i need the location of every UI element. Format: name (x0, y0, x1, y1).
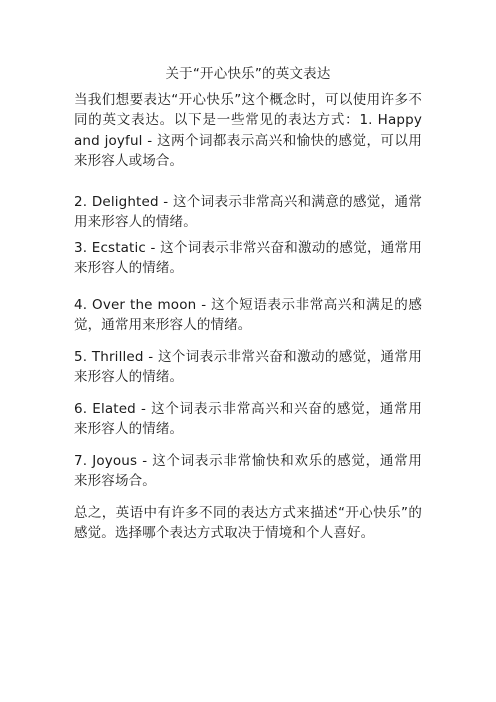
document-title: 关于“开心快乐”的英文表达 (165, 66, 331, 82)
paragraph-joyous: 7. Joyous - 这个词表示非常愉快和欢乐的感觉，通常用来形容场合。 (74, 453, 422, 490)
paragraph-ecstatic: 3. Ecstatic - 这个词表示非常兴奋和激动的感觉，通常用来形容人的情绪。 (74, 240, 422, 277)
intro-paragraph: 当我们想要表达“开心快乐”这个概念时，可以使用许多不同的英文表达。以下是一些常见的表达方式：1. Happy and joyful - 这两个词都表示高兴和愉快的感觉，可以用来形容人或场合。 (74, 92, 422, 170)
paragraph-delighted: 2. Delighted - 这个词表示非常高兴和满意的感觉，通常用来形容人的情绪。 (74, 194, 422, 231)
conclusion-paragraph: 总之，英语中有许多不同的表达方式来描述“开心快乐”的感觉。选择哪个表达方式取决于情境和个人喜好。 (74, 505, 422, 542)
paragraph-over-the-moon: 4. Over the moon - 这个短语表示非常高兴和满足的感觉，通常用来形容人的情绪。 (74, 297, 422, 334)
paragraph-elated: 6. Elated - 这个词表示非常高兴和兴奋的感觉，通常用来形容人的情绪。 (74, 401, 422, 438)
paragraph-thrilled: 5. Thrilled - 这个词表示非常兴奋和激动的感觉，通常用来形容人的情绪。 (74, 349, 422, 386)
